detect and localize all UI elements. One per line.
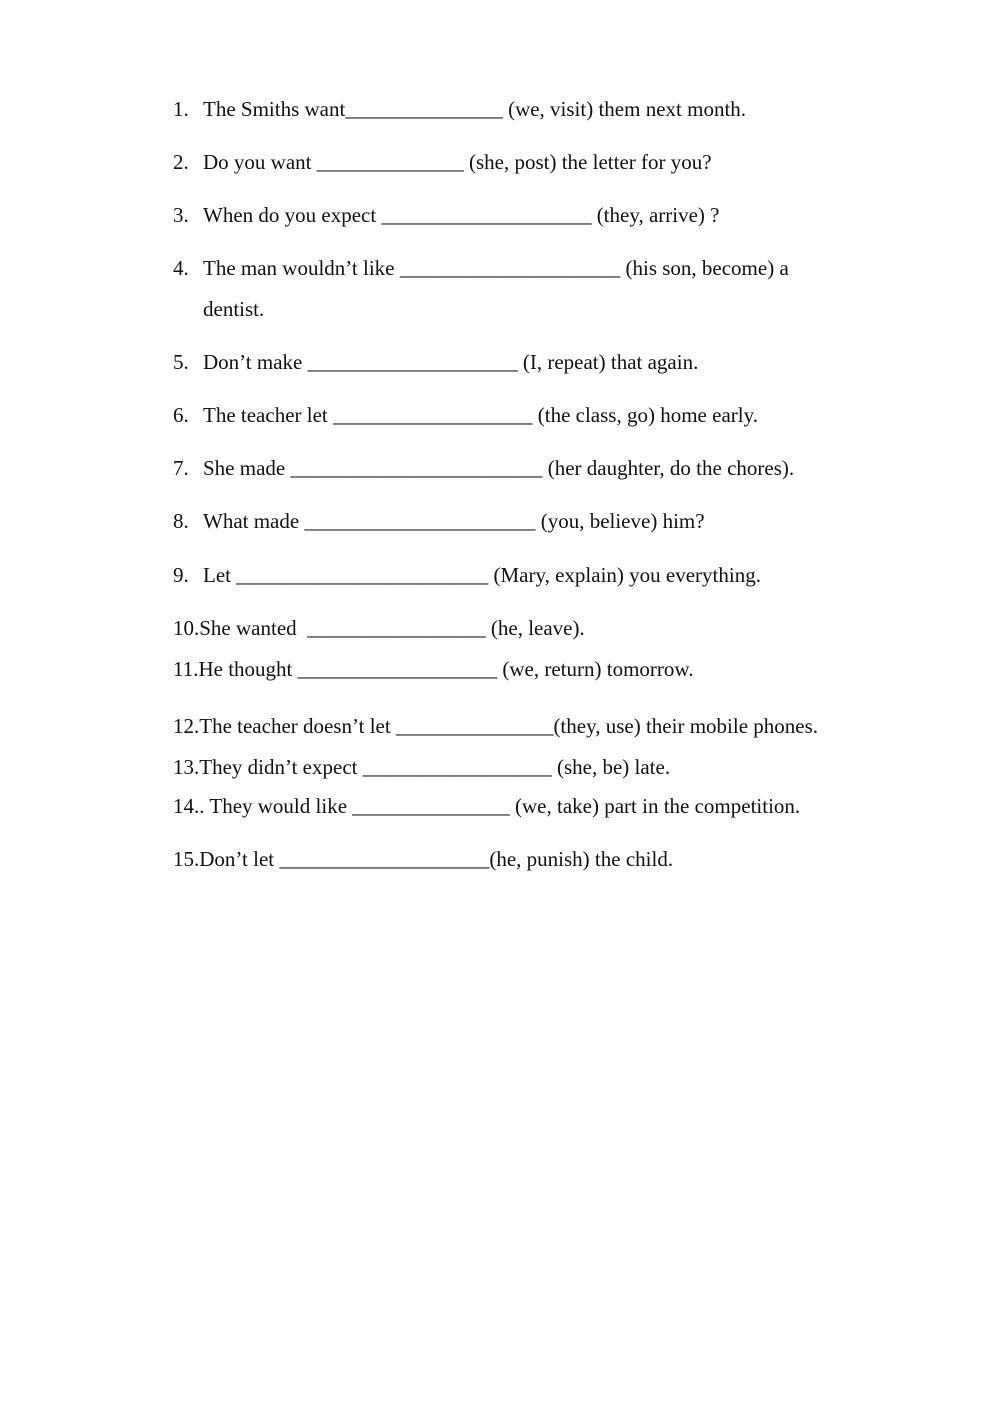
exercise-item-2 bbox=[173, 150, 712, 174]
item-number: 8. bbox=[173, 509, 189, 533]
exercise-item-7 bbox=[173, 456, 794, 480]
item-number: 2. bbox=[173, 150, 189, 174]
item-text: The teacher let ___________________ (the class, go) home early. bbox=[203, 403, 758, 427]
item-number: 6. bbox=[173, 403, 189, 427]
exercise-item-1 bbox=[173, 97, 746, 121]
exercise-item-15 bbox=[173, 847, 673, 871]
item-number: 9. bbox=[173, 563, 189, 587]
item-text: Don’t let ____________________(he, punish) the child. bbox=[199, 847, 674, 871]
item-number: 14. bbox=[173, 794, 200, 818]
item-text: Don’t make ____________________ (I, repeat) that again. bbox=[203, 350, 699, 374]
item-text: When do you expect ____________________ (they, arrive) ? bbox=[203, 203, 720, 227]
item-number: 4. bbox=[173, 256, 189, 280]
exercise-item-9 bbox=[173, 563, 761, 587]
item-number: 1. bbox=[173, 97, 189, 121]
item-number: 5. bbox=[173, 350, 189, 374]
exercise-item-4 bbox=[173, 256, 789, 280]
item-text: . They would like _______________ (we, take) part in the competition. bbox=[199, 794, 801, 818]
item-text: She wanted _________________ (he, leave). bbox=[199, 616, 585, 640]
item-text: Let ________________________ (Mary, explain) you everything. bbox=[203, 563, 761, 587]
item-text: What made ______________________ (you, believe) him? bbox=[203, 509, 705, 533]
item-number: 7. bbox=[173, 456, 189, 480]
item-text: The Smiths want_______________ (we, visit) them next month. bbox=[203, 97, 747, 121]
item-text: She made ________________________ (her daughter, do the chores). bbox=[203, 456, 795, 480]
item-text: He thought ___________________ (we, return) tomorrow. bbox=[198, 657, 694, 681]
exercise-item-10 bbox=[173, 616, 585, 640]
exercise-item-3 bbox=[173, 203, 720, 227]
item-text: They didn’t expect __________________ (she, be) late. bbox=[199, 755, 671, 779]
item-number: 13. bbox=[173, 755, 200, 779]
item-number: 3. bbox=[173, 203, 189, 227]
exercise-item-5 bbox=[173, 350, 698, 374]
item-number: 11. bbox=[173, 657, 199, 681]
item-number: 15. bbox=[173, 847, 200, 871]
item-number: 12. bbox=[173, 714, 200, 738]
exercise-item-13 bbox=[173, 755, 670, 779]
item-text: The man wouldn’t like _____________________ (his son, become) a bbox=[203, 256, 789, 280]
exercise-item-4-continuation: dentist. bbox=[203, 297, 265, 321]
exercise-item-12 bbox=[173, 714, 818, 738]
item-text: Do you want ______________ (she, post) the letter for you? bbox=[203, 150, 712, 174]
exercise-item-11 bbox=[173, 657, 693, 681]
exercise-item-6 bbox=[173, 403, 758, 427]
item-text: The teacher doesn’t let _______________(they, use) their mobile phones. bbox=[199, 714, 819, 738]
exercise-item-14 bbox=[173, 794, 800, 818]
exercise-item-8 bbox=[173, 509, 705, 533]
item-number: 10. bbox=[173, 616, 200, 640]
